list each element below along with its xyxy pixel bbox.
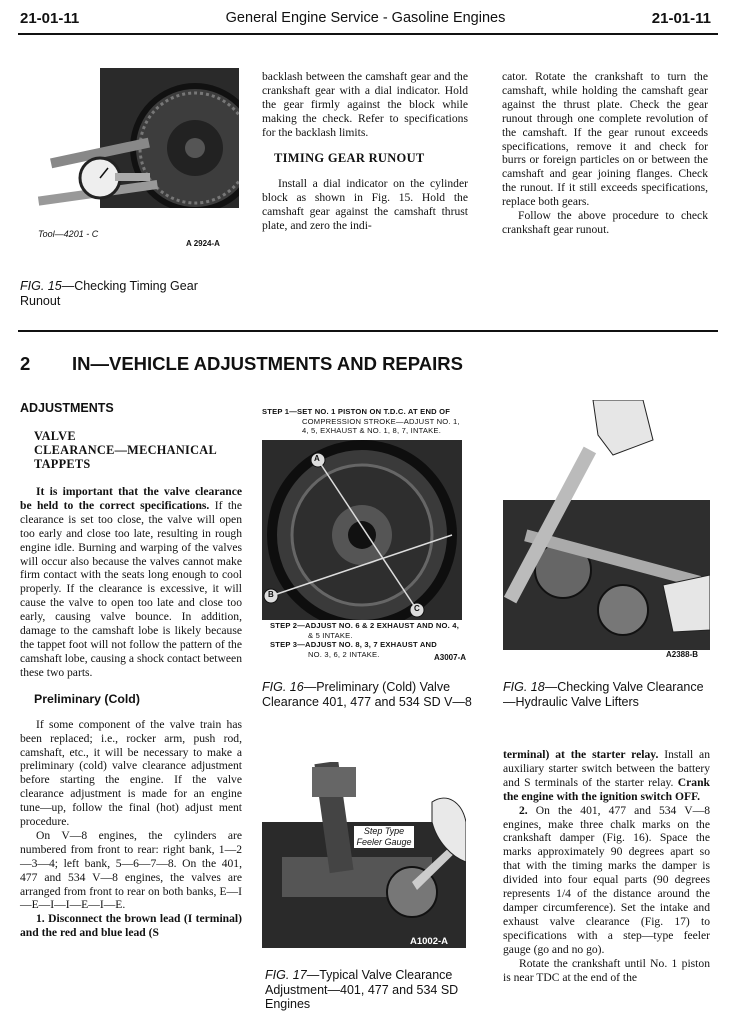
starter-relay-paragraph: terminal) at the starter relay. Install an auxiliary starter switch between the battery and S terminals of the starter relay. Crank the engine with the ignition switch OFF. xyxy=(503,748,710,803)
fig16-code: A3007-A xyxy=(434,653,467,662)
fig17-caption: FIG. 17—Typical Valve Clearance Adjustment—401, 477 and 534 SD Engines xyxy=(265,968,459,1011)
timing-gear-runout-heading: TIMING GEAR RUNOUT xyxy=(274,150,425,165)
fig16-mark-a: A xyxy=(314,454,320,463)
fig16-mark-b: B xyxy=(268,590,274,599)
fig15-caption: FIG. 15—Checking Timing Gear Runout xyxy=(20,279,198,308)
fig17-feeler-label: Step Type Feeler Gauge xyxy=(354,826,414,848)
adjustments-heading: ADJUSTMENTS xyxy=(20,401,114,415)
backlash-paragraph: backlash between the camshaft gear and the crankshaft gear with a dial indicator. Hold the gear firmly against the block while making the check. Refer to specifications for the backlash limits. xyxy=(262,70,468,139)
rotate-crankshaft-paragraph: Rotate the crankshaft until No. 1 piston is near TDC at the end of the xyxy=(503,956,710,984)
top-right-column xyxy=(502,70,708,237)
fig15-code: A 2924-A xyxy=(186,239,220,248)
figure-15-image xyxy=(20,68,239,256)
follow-paragraph: Follow the above procedure to check crankshaft gear runout. xyxy=(502,209,708,236)
figure-17-image xyxy=(262,762,466,948)
header-rule xyxy=(18,33,718,35)
chalk-marks-paragraph: 2. On the 401, 477 and 534 V—8 engines, make three chalk marks on the crankshaft damper (Fig. 16). Space the marks approximately 90 degrees apart so that with the timing marks the damper is divided into four equal parts (90 degrees represents 1/4 of the distance around the damper circumference). Set the intake and exhaust valve clearance (Fig. 17) to specifications with a step—type feeler gauge (go and no go). xyxy=(503,803,710,956)
section-rule xyxy=(18,330,718,332)
section-number: 2 xyxy=(20,353,31,374)
figure-16-image xyxy=(262,440,462,620)
top-middle-column xyxy=(262,70,468,233)
fig16-caption: FIG. 16—Preliminary (Cold) Valve Clearance 401, 477 and 534 SD V—8 xyxy=(262,680,472,709)
cator-paragraph: cator. Rotate the crankshaft to turn the camshaft, while holding the camshaft gear against the thrust plate. Check the gear runout through one complete revolution of the camshaft. If the gear runout exceeds specifications, remove it and check for burrs or foreign particles on or between the camshaft and gear joining flanges. Check the runout. If it still exceeds specifications, replace both gears. xyxy=(502,70,708,209)
preliminary-heading: Preliminary (Cold) xyxy=(34,691,140,706)
fig16-step1-note: STEP 1—SET NO. 1 PISTON ON T.D.C. AT END OF COMPRESSION STROKE—ADJUST NO. 1, 4, 5, EXHAUST & NO. 1, 8, 7, INTAKE. xyxy=(262,407,460,436)
section-title: IN—VEHICLE ADJUSTMENTS AND REPAIRS xyxy=(72,353,463,374)
fig18-code: A2388-B xyxy=(666,650,699,659)
cylinder-numbering-paragraph: On V—8 engines, the cylinders are numbered from front to rear: right bank, 1—2—3—4; left bank, 5—6—7—8. On the 401, 477 and 534 V—8 engines, the valves are arranged from front to rear on both banks, E—I—E—I—I—E—I—E. xyxy=(20,828,242,912)
fig16-mark-c: C xyxy=(414,604,420,613)
left-column xyxy=(20,401,242,940)
fig18-caption: FIG. 18—Checking Valve Clearance—Hydraulic Valve Lifters xyxy=(503,680,704,709)
preliminary-paragraph: If some component of the valve train has been replaced; i.e., rocker arm, push rod, camshaft, etc., it will be necessary to make a preliminary (cold) valve clearance adjustment before starting the engine. If the valve clearance adjustment is made for an engine tune—up, follow the final (hot) adjust ment procedure. xyxy=(20,717,242,829)
valve-clearance-paragraph: It is important that the valve clearance be held to the correct specifications. If the clearance is set too close, the valve will open too early and close too late, resulting in rough engine idle. Burning and warping of the valves will occur also because the valves cannot make firm contact with the seats long enough to cool properly. If the clearance is excessive, it will cause the valve to open too late and close too early, causing valve bounce. In addition, damage to the camshaft lobe is likely because the tappet foot will not follow the pattern of the camshaft lobe, causing a shock contact between these two parts. xyxy=(20,485,242,679)
step1-paragraph: 1. Disconnect the brown lead (I terminal) and the red and blue lead (S xyxy=(20,912,242,940)
right-column xyxy=(503,748,710,984)
figure-18-image xyxy=(503,400,710,662)
fig15-tool-label: Tool—4201 - C xyxy=(38,229,99,239)
fig17-code: A1002-A xyxy=(410,936,449,947)
runout-paragraph: Install a dial indicator on the cylinder block as shown in Fig. 15. Hold the camshaft gear against the camshaft thrust plate, and zero the indi- xyxy=(262,177,468,233)
page-number-left: 21-01-11 xyxy=(20,10,80,27)
valve-clearance-heading: VALVE CLEARANCE—MECHANICAL TAPPETS xyxy=(34,429,217,471)
page-title: General Engine Service - Gasoline Engines xyxy=(225,10,506,26)
page-number-right: 21-01-11 xyxy=(651,10,711,27)
fig16-step2-3-note: STEP 2—ADJUST NO. 6 & 2 EXHAUST AND NO. 4, & 5 INTAKE. STEP 3—ADJUST NO. 8, 3, 7 EXHAUST AND NO. 3, 6, 2 INTAKE. xyxy=(270,621,459,659)
